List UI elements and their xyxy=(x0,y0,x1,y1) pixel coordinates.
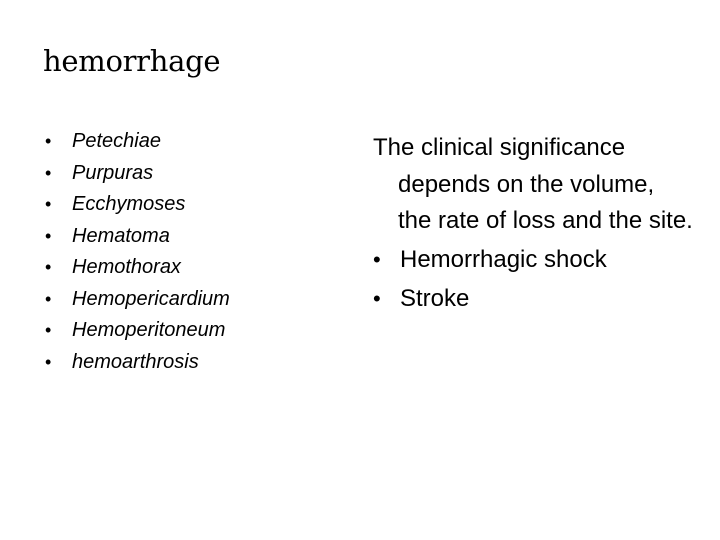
hemorrhage-types-list xyxy=(45,126,230,378)
list-item xyxy=(45,252,230,284)
list-item-label: Hematoma xyxy=(72,224,170,247)
bullet-icon: • xyxy=(45,162,52,183)
bullet-icon: • xyxy=(373,246,381,272)
list-item-label: Hemothorax xyxy=(72,256,181,278)
consequences-list xyxy=(373,240,693,318)
bullet-icon: • xyxy=(45,288,52,309)
list-item xyxy=(45,284,230,316)
bullet-icon: • xyxy=(45,351,52,372)
list-item-label: Stroke xyxy=(400,284,470,312)
list-item xyxy=(45,158,230,190)
list-item-label: Petechiae xyxy=(72,130,161,152)
list-item-label: Hemoperitoneum xyxy=(72,319,226,341)
list-item-label: Ecchymoses xyxy=(72,193,186,215)
clinical-significance-text: The clinical significance depends on the volume, the rate of loss and the site. xyxy=(373,134,693,234)
list-item xyxy=(373,279,693,318)
slide-title: hemorrhage xyxy=(43,44,221,78)
list-item xyxy=(45,315,230,347)
list-item-label: Hemorrhagic shock xyxy=(400,245,607,273)
list-item-label: Hemopericardium xyxy=(72,287,230,310)
bullet-icon: • xyxy=(45,320,52,340)
bullet-icon: • xyxy=(45,225,52,246)
bullet-icon: • xyxy=(373,285,381,311)
list-item xyxy=(45,221,230,253)
bullet-icon: • xyxy=(45,257,52,277)
bullet-icon: • xyxy=(45,131,52,151)
list-item xyxy=(45,189,230,221)
list-item-label: hemoarthrosis xyxy=(72,350,199,373)
list-item xyxy=(45,347,230,379)
list-item xyxy=(373,240,693,279)
clinical-significance-block xyxy=(373,130,693,318)
bullet-icon: • xyxy=(45,194,52,214)
list-item-label: Purpuras xyxy=(72,161,154,184)
list-item xyxy=(45,126,230,158)
